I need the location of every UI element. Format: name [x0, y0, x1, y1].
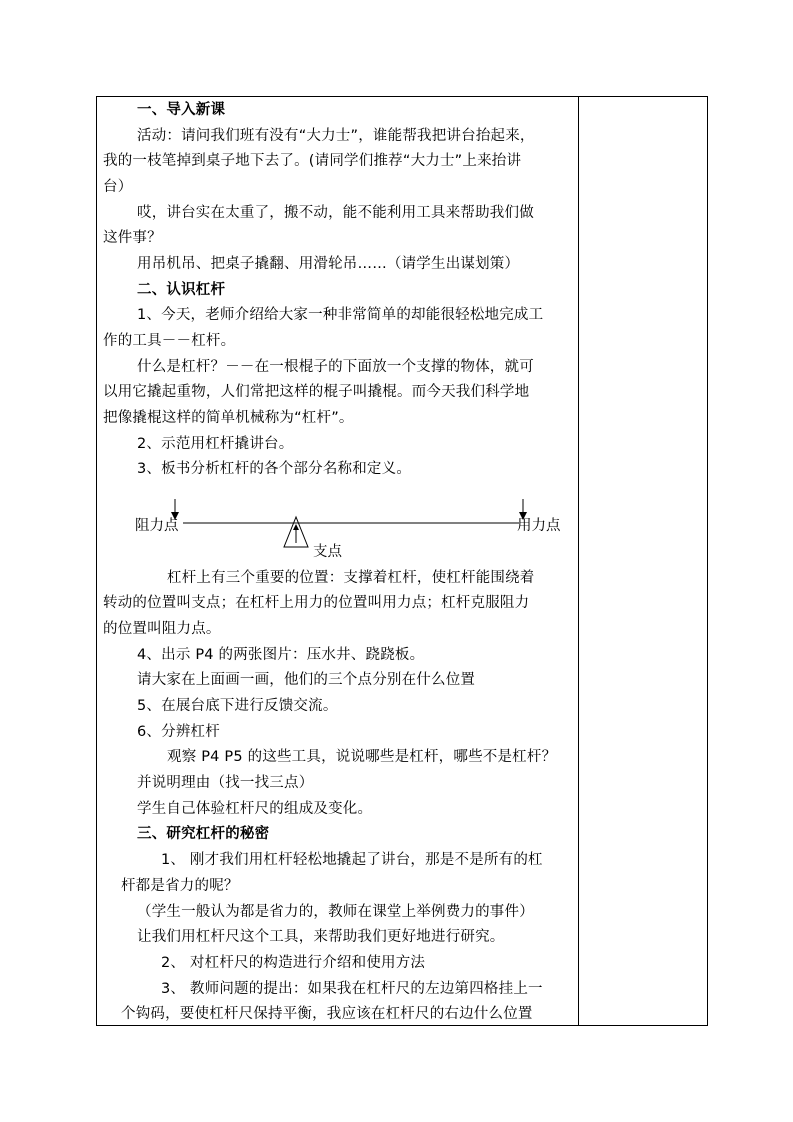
text-line: 把像撬棍这样的简单机械称为“杠杆”。	[103, 410, 354, 426]
text-line: 4、出示 P4 的两张图片：压水井、跷跷板。	[137, 647, 425, 663]
text-line: 6、分辨杠杆	[137, 724, 220, 740]
text-line: 3、 教师问题的提出：如果我在杠杆尺的左边第四格挂上一	[161, 981, 543, 997]
text-line: 的位置叫阻力点。	[103, 621, 221, 637]
text-line: 2、 对杠杆尺的构造进行介绍和使用方法	[161, 955, 426, 971]
text-line: 学生自己体验杠杆尺的组成及变化。	[137, 801, 373, 817]
text-line: 请大家在上面画一画，他们的三个点分别在什么位置	[137, 672, 476, 688]
resistance-point-label: 阻力点	[135, 518, 179, 534]
text-line: 转动的位置叫支点；在杠杆上用力的位置叫用力点；杠杆克服阻力	[103, 595, 530, 611]
text-line: 杆都是省力的呢？	[121, 878, 239, 894]
text-line: 3、板书分析杠杆的各个部分名称和定义。	[137, 461, 412, 477]
text-line: 杠杆上有三个重要的位置：支撑着杠杆，使杠杆能围绕着	[167, 570, 535, 586]
text-line: 以用它撬起重物，人们常把这样的棍子叫撬棍。而今天我们科学地	[103, 384, 530, 400]
text-line: 用吊机吊、把桌子撬翻、用滑轮吊……（请学生出谋划策）	[137, 256, 520, 272]
text-line: 我的一枝笔掉到桌子地下去了。(请同学们推荐“大力士”上来抬讲	[103, 153, 522, 169]
text-line: 这件事？	[103, 230, 162, 246]
text-line: 个钩码，要使杠杆尺保持平衡，我应该在杠杆尺的右边什么位置	[121, 1006, 533, 1022]
fulcrum-label: 支点	[313, 544, 342, 560]
lesson-content-cell	[97, 97, 577, 1025]
text-line: 什么是杠杆？－－在一根棍子的下面放一个支撑的物体，就可	[137, 359, 534, 375]
effort-point-label: 用力点	[517, 518, 561, 534]
section-heading-intro: 一、导入新课	[137, 102, 226, 118]
section-heading-secret: 三、研究杠杆的秘密	[137, 826, 270, 842]
lesson-table	[96, 96, 708, 1026]
text-line: 台）	[103, 179, 133, 195]
text-line: 5、在展台底下进行反馈交流。	[137, 698, 338, 714]
text-line: 1、今天，老师介绍给大家一种非常简单的却能很轻松地完成工	[137, 307, 544, 323]
text-line: 观察 P4 P5 的这些工具，说说哪些是杠杆，哪些不是杠杆？	[167, 749, 557, 765]
text-line: 1、 刚才我们用杠杆轻松地撬起了讲台，那是不是所有的杠	[161, 852, 543, 868]
fulcrum-arrowhead	[293, 524, 299, 530]
notes-column-cell	[579, 97, 707, 1025]
text-line: 活动：请问我们班有没有“大力士”，谁能帮我把讲台抬起来，	[137, 128, 535, 144]
text-line: 作的工具－－杠杆。	[103, 333, 236, 349]
text-line: 2、示范用杠杆撬讲台。	[137, 436, 294, 452]
text-line: 让我们用杠杆尺这个工具，来帮助我们更好地进行研究。	[137, 929, 505, 945]
section-heading-lever: 二、认识杠杆	[137, 282, 226, 298]
text-line: 并说明理由（找一找三点）	[137, 775, 314, 791]
text-line: （学生一般认为都是省力的，教师在课堂上举例费力的事件）	[137, 904, 534, 920]
text-line: 哎，讲台实在太重了，搬不动，能不能利用工具来帮助我们做	[137, 205, 534, 221]
